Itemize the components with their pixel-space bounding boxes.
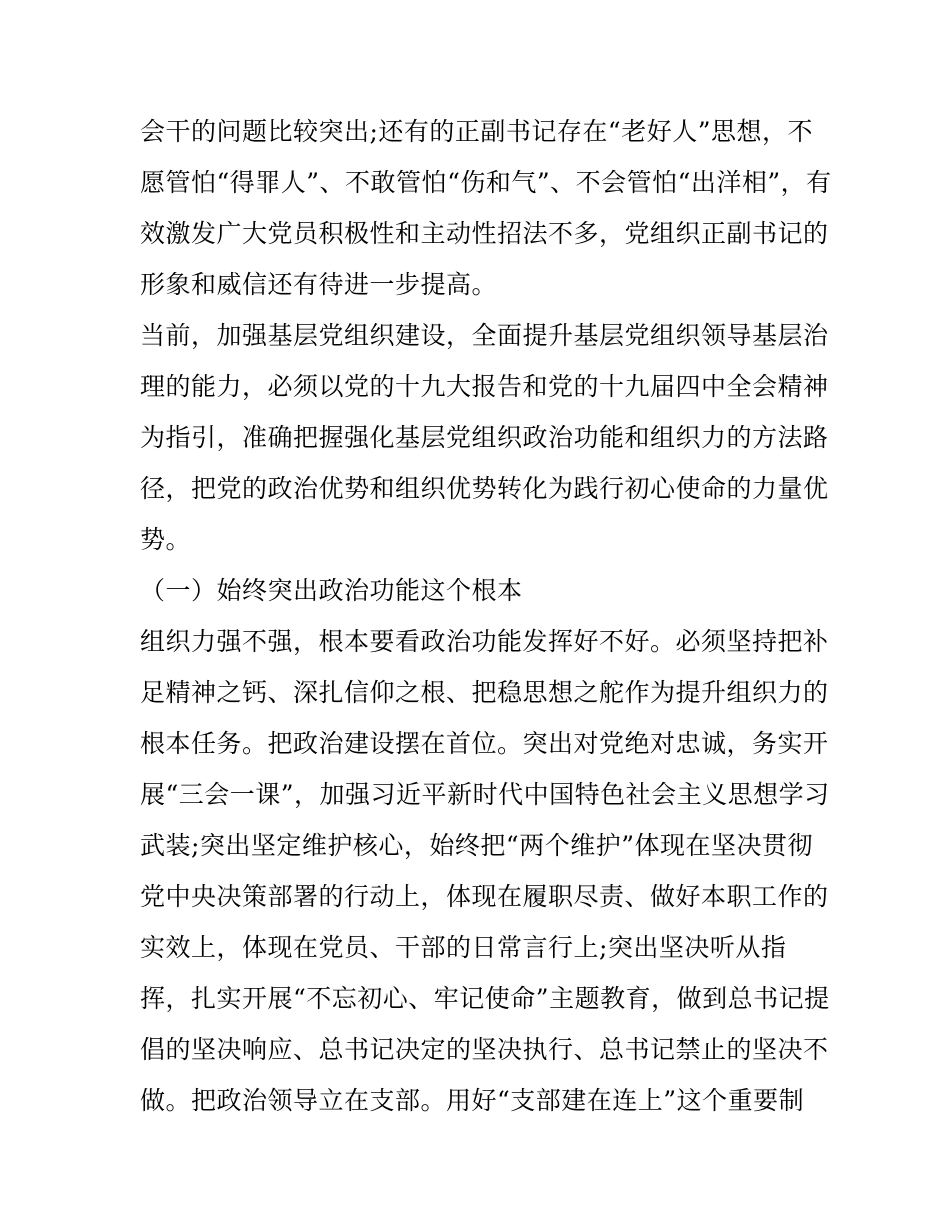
- text-line: 为指引，准确把握强化基层党组织政治功能和组织力的方法路: [140, 423, 829, 452]
- text-line: 实效上，体现在党员、干部的日常言行上;突出坚决听从指: [140, 933, 787, 962]
- text-line: 展“三会一课”，加强习近平新时代中国特色社会主义思想学习: [140, 780, 830, 809]
- text-line: 会干的问题比较突出;还有的正副书记存在“老好人”思想，不: [140, 117, 813, 146]
- text-line: 当前，加强基层党组织建设，全面提升基层党组织领导基层治: [140, 321, 829, 350]
- text-line: 党中央决策部署的行动上，体现在履职尽责、做好本职工作的: [140, 882, 829, 911]
- text-line: 愿管怕“得罪人”、不敢管怕“伤和气”、不会管怕“出洋相”，有: [140, 168, 832, 197]
- text-line: 理的能力，必须以党的十九大报告和党的十九届四中全会精神: [140, 372, 829, 401]
- section-heading: （一）始终突出政治功能这个根本: [140, 576, 523, 605]
- text-line: 根本任务。把政治建设摆在首位。突出对党绝对忠诚，务实开: [140, 729, 829, 758]
- text-line: 足精神之钙、深扎信仰之根、把稳思想之舵作为提升组织力的: [140, 678, 829, 707]
- text-line: 武装;突出坚定维护核心，始终把“两个维护”体现在坚决贯彻: [140, 831, 813, 860]
- text-line: 径，把党的政治优势和组织优势转化为践行初心使命的力量优: [140, 474, 829, 503]
- text-line: 形象和威信还有待进一步提高。: [140, 270, 498, 299]
- text-line: 效激发广大党员积极性和主动性招法不多，党组织正副书记的: [140, 219, 829, 248]
- text-line: 做。把政治领导立在支部。用好“支部建在连上”这个重要制: [140, 1086, 805, 1115]
- text-line: 势。: [140, 525, 192, 554]
- text-line: 倡的坚决响应、总书记决定的坚决执行、总书记禁止的坚决不: [140, 1035, 829, 1064]
- text-line: 挥，扎实开展“不忘初心、牢记使命”主题教育，做到总书记提: [140, 984, 830, 1013]
- text-line: 组织力强不强，根本要看政治功能发挥好不好。必须坚持把补: [140, 627, 829, 656]
- body-text: [140, 106, 832, 1126]
